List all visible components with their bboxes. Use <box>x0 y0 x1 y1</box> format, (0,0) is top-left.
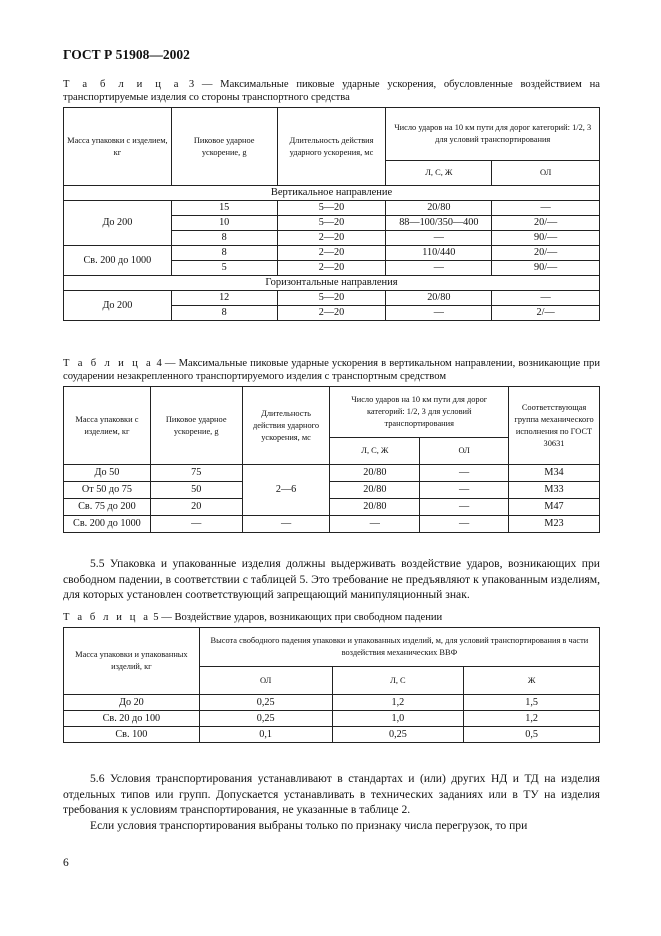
table5-header-height: Высота свободного падения упаковки и упакованных изделий, м, для условий транспортирования в части воздействия механических ВВФ <box>199 628 599 667</box>
paragraph-5-6 <box>63 771 600 833</box>
table4-caption-word: Т а б л и ц а <box>63 358 154 369</box>
table-cell: 1,2 <box>464 711 600 727</box>
table-cell: 1,5 <box>464 695 600 711</box>
table-cell: 1,2 <box>332 695 464 711</box>
table3-section-vertical: Вертикальное направление <box>64 186 600 201</box>
table4-header-ol: ОЛ <box>420 438 509 465</box>
table-cell: — <box>150 516 242 533</box>
document-header: ГОСТ Р 51908—2002 <box>63 47 190 62</box>
table3-header-mass: Масса упаковки с изделием, кг <box>64 108 172 186</box>
table-row <box>64 516 600 533</box>
table-cell: 12 <box>171 291 277 306</box>
table-cell: — <box>492 291 600 306</box>
table5-caption-word: Т а б л и ц а <box>63 612 151 623</box>
table-cell: 8 <box>171 246 277 261</box>
table5-header-ol: ОЛ <box>199 667 332 695</box>
table-cell: 1,0 <box>332 711 464 727</box>
table-cell: 2—6 <box>242 465 330 516</box>
table-cell: 0,5 <box>464 727 600 743</box>
paragraph-5-6-continuation: Если условия транспортирования выбраны только по признаку числа перегрузок, то при <box>90 818 528 832</box>
table3-header-duration: Длительность действия ударного ускорения, мс <box>277 108 386 186</box>
table-cell: До 20 <box>64 695 200 711</box>
table-cell: 20/80 <box>386 291 492 306</box>
table-row <box>64 695 600 711</box>
table-cell: 0,25 <box>332 727 464 743</box>
table4-header-number: Число ударов на 10 км пути для дорог категорий: 1/2, 3 для условий транспортирования <box>330 387 509 438</box>
table-cell: M34 <box>509 465 600 482</box>
table4-header-duration: Длительность действия ударного ускорения, мс <box>242 387 330 465</box>
table-row <box>64 711 600 727</box>
page-number: 6 <box>63 857 69 869</box>
table-cell: 2—20 <box>277 246 386 261</box>
table-cell: — <box>420 482 509 499</box>
table-cell: До 50 <box>64 465 151 482</box>
table-row <box>64 201 600 216</box>
table-cell: 0,25 <box>199 711 332 727</box>
table5-caption <box>63 611 600 624</box>
table-cell: 20/— <box>492 246 600 261</box>
table-cell: 5—20 <box>277 216 386 231</box>
table-cell: 20/80 <box>330 482 420 499</box>
table-cell: 20/80 <box>330 465 420 482</box>
table-cell: Св. 20 до 100 <box>64 711 200 727</box>
paragraph-5-5 <box>63 556 600 603</box>
table4-caption-text: 4 — Максимальные пиковые ударные ускорения в вертикальном направлении, возникающие при соударении незакрепленного транспортируемого изделия с транспортным средством <box>63 358 600 382</box>
table-cell: 90/— <box>492 261 600 276</box>
table-cell: 8 <box>171 231 277 246</box>
table-cell: M23 <box>509 516 600 533</box>
table3 <box>63 107 600 321</box>
table-cell: Св. 100 <box>64 727 200 743</box>
table5-caption-text: 5 — Воздействие ударов, возникающих при свободном падении <box>153 612 443 623</box>
table4-caption <box>63 357 600 383</box>
table-cell: 20/80 <box>386 201 492 216</box>
table-cell: — <box>386 261 492 276</box>
table-cell: — <box>420 499 509 516</box>
table4 <box>63 386 600 533</box>
table-cell: — <box>386 306 492 321</box>
table-cell: До 200 <box>64 201 172 246</box>
table-cell: 90/— <box>492 231 600 246</box>
table5-header-mass: Масса упаковки и упакованных изделий, кг <box>64 628 200 695</box>
table-cell: M47 <box>509 499 600 516</box>
paragraph-5-5-text: 5.5 Упаковка и упакованные изделия должны выдерживать воздействие ударов, возникающих при свободном падении, в соответствии с таблицей 5. Это требование не предъявляют к упакованным изделиям, для которых установлен соответствующий запрещающий манипуляционный знак. <box>63 557 600 601</box>
table3-caption <box>63 78 600 104</box>
table4-header-peak: Пиковое ударное ускорение, g <box>150 387 242 465</box>
table-cell: 20 <box>150 499 242 516</box>
table-cell: — <box>330 516 420 533</box>
table-cell: 75 <box>150 465 242 482</box>
table-cell: 2—20 <box>277 261 386 276</box>
table-cell: 2—20 <box>277 231 386 246</box>
table-cell: — <box>242 516 330 533</box>
table-cell: — <box>420 516 509 533</box>
table-cell: 5—20 <box>277 291 386 306</box>
table-cell: 10 <box>171 216 277 231</box>
table4-header-group: Соответствующая группа механического исполнения по ГОСТ 30631 <box>509 387 600 465</box>
table-cell: — <box>492 201 600 216</box>
table-cell: — <box>386 231 492 246</box>
table-cell: 15 <box>171 201 277 216</box>
table-cell: 8 <box>171 306 277 321</box>
table-cell: 5 <box>171 261 277 276</box>
table-cell: 20/— <box>492 216 600 231</box>
table-cell: M33 <box>509 482 600 499</box>
table-row <box>64 465 600 482</box>
table-cell: 0,25 <box>199 695 332 711</box>
table5-header-ls: Л, С <box>332 667 464 695</box>
table-cell: 2/— <box>492 306 600 321</box>
table-cell: Св. 75 до 200 <box>64 499 151 516</box>
table-cell: — <box>420 465 509 482</box>
table-cell: 50 <box>150 482 242 499</box>
table-row <box>64 482 600 499</box>
table-cell: 110/440 <box>386 246 492 261</box>
table-cell: 5—20 <box>277 201 386 216</box>
table-row <box>64 246 600 261</box>
table-row <box>64 499 600 516</box>
table-cell: 88—100/350—400 <box>386 216 492 231</box>
table3-header-ol: ОЛ <box>492 161 600 186</box>
table-cell: 2—20 <box>277 306 386 321</box>
table-cell: Св. 200 до 1000 <box>64 516 151 533</box>
table3-header-number: Число ударов на 10 км пути для дорог категорий: 1/2, 3 для условий транспортирования <box>386 108 600 161</box>
table3-caption-word: Т а б л и ц а <box>63 79 182 90</box>
paragraph-5-6-text: 5.6 Условия транспортирования устанавливают в стандартах и (или) других НД и ТД на изделия отдельных типов или групп. Допускается устанавливать в технических заданиях или в ТУ на изделия требования к условиям транспортирования, не указанные в таблице 2. <box>63 772 600 816</box>
table4-header-mass: Масса упаковки с изделием, кг <box>64 387 151 465</box>
table3-caption-text: 3 — Максимальные пиковые ударные ускорения, обусловленные воздействием на транспортируемые изделия со стороны транспортного средства <box>63 79 600 103</box>
table5 <box>63 627 600 743</box>
table3-section-horizontal: Горизонтальные направления <box>64 276 600 291</box>
table-row <box>64 727 600 743</box>
table-cell: До 200 <box>64 291 172 321</box>
table3-header-lsz: Л, С, Ж <box>386 161 492 186</box>
table-cell: 20/80 <box>330 499 420 516</box>
table4-header-lsz: Л, С, Ж <box>330 438 420 465</box>
table3-header-peak: Пиковое ударное ускорение, g <box>171 108 277 186</box>
table5-header-zh: Ж <box>464 667 600 695</box>
table-cell: Св. 200 до 1000 <box>64 246 172 276</box>
table-cell: От 50 до 75 <box>64 482 151 499</box>
table-row <box>64 291 600 306</box>
table-cell: 0,1 <box>199 727 332 743</box>
